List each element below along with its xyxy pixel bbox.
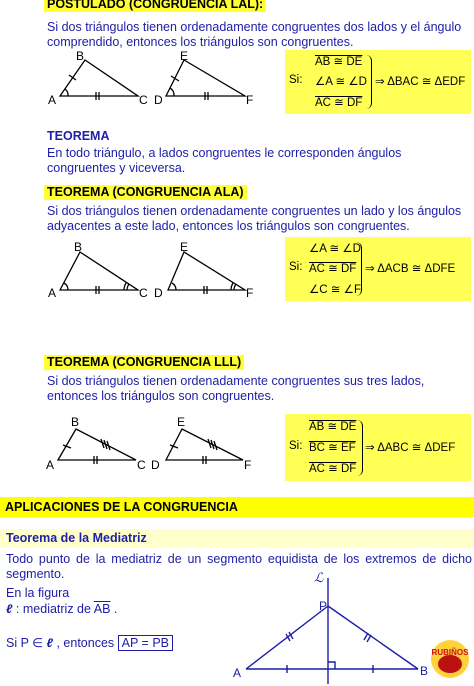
lll-heading: TEOREMA (CONGRUENCIA LLL) — [44, 355, 244, 370]
period: . — [110, 602, 118, 616]
en-figura: En la figura — [6, 586, 70, 600]
label-d: D — [154, 286, 163, 300]
box-result: ⇒ ΔBAC ≅ ΔEDF — [375, 76, 466, 88]
l-symbol: ℓ — [46, 636, 53, 650]
mediatriz-heading-bar — [0, 529, 474, 548]
entonces: , entonces — [53, 636, 118, 650]
result-box: AP = PB — [118, 635, 173, 651]
label-f: F — [246, 286, 254, 300]
mediatriz-heading: Teorema de la Mediatriz — [6, 531, 147, 545]
box-line3: AC ≅ DF — [315, 97, 363, 109]
label-c: C — [137, 458, 146, 472]
ala-figure — [40, 240, 270, 302]
box-line3: AC ≅ DF — [309, 463, 357, 475]
segment-ab: $\overline{AB}$ — [93, 602, 111, 616]
lll-text: Si dos triángulos tienen ordenadamente congruentes sus tres lados, entonces los triángulos son congruentes. — [47, 374, 425, 403]
brace — [366, 55, 372, 109]
box-result: ⇒ ΔABC ≅ ΔDEF — [365, 442, 456, 454]
label-f: F — [244, 458, 252, 472]
triangle-def — [166, 429, 243, 460]
si-prefix: Si P ∈ — [6, 636, 47, 650]
mediatriz-label: : mediatriz de — [12, 602, 94, 616]
label-p: P — [319, 599, 328, 613]
ala-box — [285, 237, 471, 301]
box-si: Si: — [289, 440, 303, 452]
label-a: A — [48, 286, 57, 300]
teorema-text: En todo triángulo, a lados congruentes le corresponden ángulos congruentes y viceversa. — [47, 146, 402, 175]
box-line1: AB ≅ DE — [315, 56, 363, 68]
brace — [356, 242, 362, 296]
label-b: B — [71, 415, 80, 429]
label-d: D — [151, 458, 160, 472]
box-line2: ∠A ≅ ∠D — [315, 76, 367, 88]
teorema-heading: TEOREMA — [47, 129, 110, 143]
script-l-label: ℒ — [314, 570, 324, 585]
box-line1: ∠A ≅ ∠D — [309, 243, 361, 255]
mediatriz-text: Todo punto de la mediatriz de un segmento equidista de los extremos de dicho segmento. — [6, 552, 472, 581]
triangle-abc — [60, 60, 138, 96]
lal-box — [285, 50, 471, 114]
si-line — [6, 636, 173, 651]
box-line2: BC ≅ EF — [309, 442, 356, 454]
triangle-def — [168, 252, 245, 290]
ala-text: Si dos triángulos tienen ordenadamente congruentes un lado y los ángulos adyacentes a este lado, entonces los triángulos son congruentes. — [47, 204, 462, 233]
box-result: ⇒ ΔACB ≅ ΔDFE — [365, 263, 456, 275]
label-a: A — [233, 666, 242, 680]
triangle-abc — [60, 252, 138, 290]
label-d: D — [154, 93, 163, 107]
mediatriz-figure — [228, 568, 443, 686]
aplicaciones-heading: APLICACIONES DE LA CONGRUENCIA — [0, 497, 474, 517]
label-e: E — [177, 415, 186, 429]
box-line3: ∠C ≅ ∠F — [309, 284, 361, 296]
segment-pb — [328, 606, 418, 669]
label-a: A — [46, 458, 55, 472]
ala-heading: TEOREMA (CONGRUENCIA ALA) — [44, 185, 247, 200]
l-symbol: ℓ — [6, 602, 13, 616]
lal-figure — [40, 48, 270, 110]
label-e: E — [180, 240, 189, 254]
lal-text: Si dos triángulos tienen ordenadamente congruentes dos lados y el ángulo comprendido, entonces los triángulos son congruentes. — [47, 20, 462, 49]
logo-text: RUBIÑOS — [431, 648, 469, 657]
mediatriz-line — [6, 602, 117, 617]
box-line2: AC ≅ DF — [309, 263, 357, 275]
box-si: Si: — [289, 261, 303, 273]
brace — [357, 420, 363, 476]
triangle-def — [166, 60, 245, 96]
label-c: C — [139, 93, 148, 107]
label-b: B — [420, 664, 429, 678]
label-f: F — [246, 93, 254, 107]
label-b: B — [76, 49, 85, 63]
lal-heading: POSTULADO (CONGRUENCIA LAL): — [44, 0, 266, 12]
label-c: C — [139, 286, 148, 300]
segment-ap — [246, 606, 328, 669]
box-line1: AB ≅ DE — [309, 421, 357, 433]
label-a: A — [48, 93, 57, 107]
label-b: B — [74, 240, 83, 254]
triangle-abc — [58, 429, 136, 460]
box-si: Si: — [289, 74, 303, 86]
label-e: E — [180, 49, 189, 63]
rubinos-logo — [428, 637, 472, 681]
lll-box — [285, 414, 471, 481]
lll-figure — [38, 412, 270, 474]
